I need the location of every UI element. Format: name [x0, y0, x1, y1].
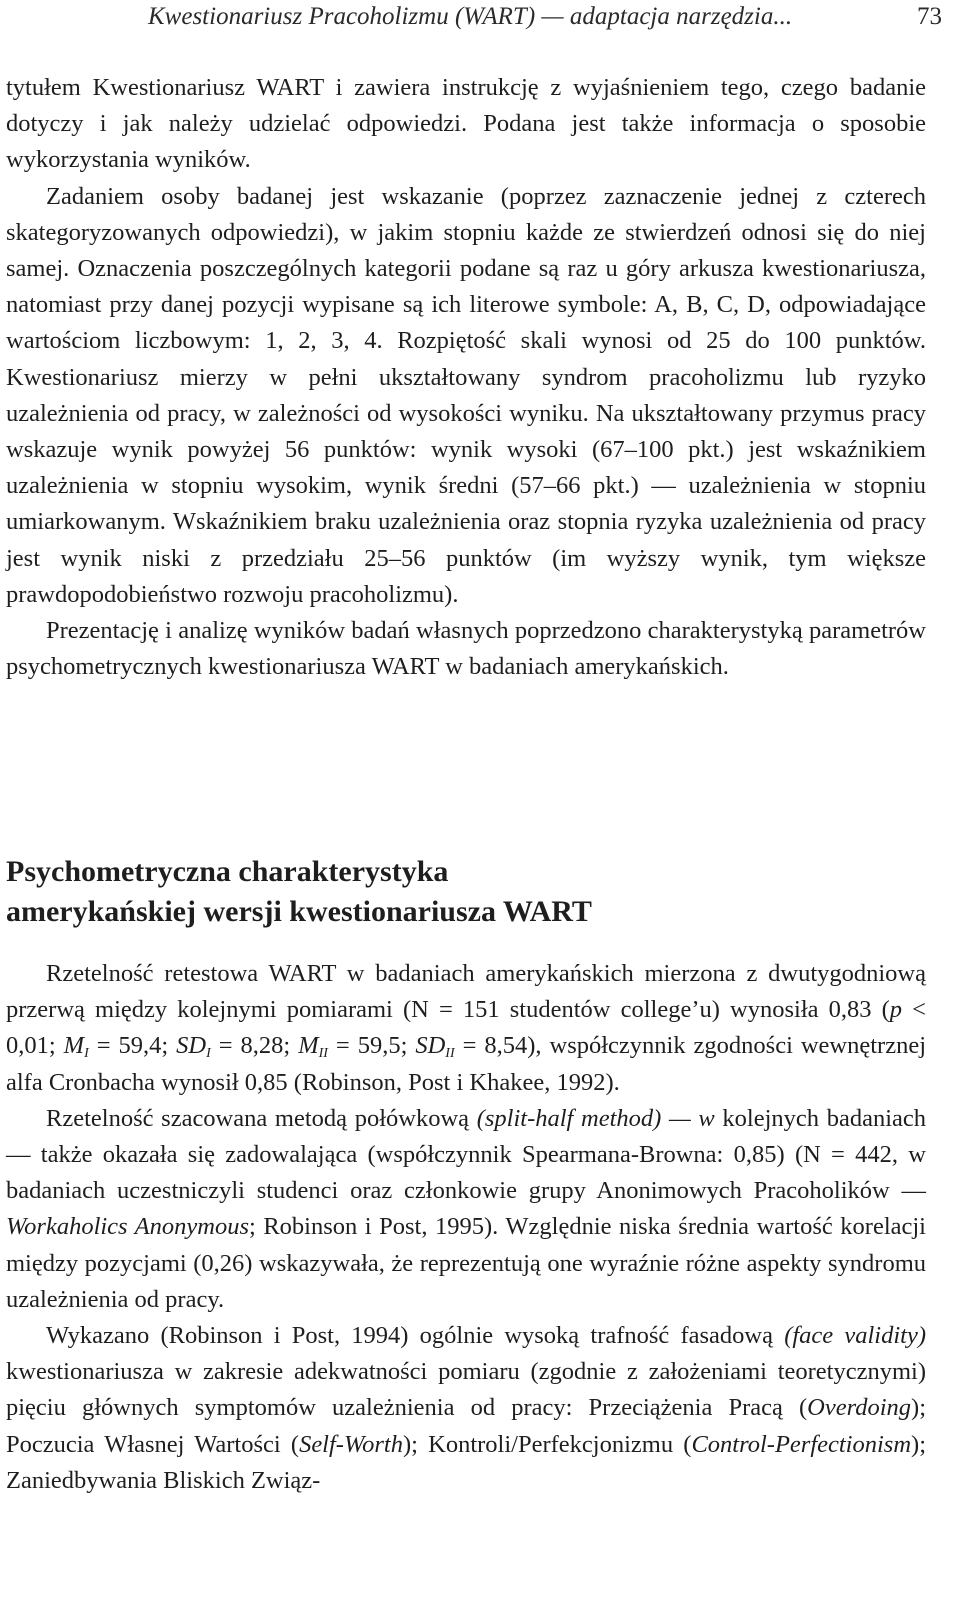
text-run: = 59,4;	[88, 1032, 177, 1060]
italic-term: (split-half method) — w	[476, 1104, 715, 1132]
text-run: < 0,01;	[6, 996, 926, 1060]
subscript: I	[84, 1046, 89, 1062]
italic-term: Workaholics Anonymous	[6, 1213, 249, 1241]
subscript: II	[445, 1046, 455, 1062]
italic-symbol: SD	[415, 1032, 446, 1060]
text-run: kolejnych badaniach — także okazała się zadowalająca (współczynnik Spearmana-Browna: 0,85) (N = 442, w badaniach uczestniczyli studenci oraz członkowie grupy Anonimowych Pracoholików —	[6, 1104, 927, 1205]
italic-symbol: SD	[176, 1032, 207, 1060]
text-run: ); Zaniedbywania Bliskich Związ-	[6, 1430, 926, 1494]
italic-symbol: p	[889, 996, 903, 1024]
subscript: I	[206, 1046, 211, 1062]
italic-term: Self-Worth	[299, 1430, 403, 1458]
italic-term: (face validity)	[784, 1322, 926, 1350]
italic-symbol: M	[298, 1032, 319, 1060]
reliability-text	[6, 956, 926, 1499]
text-run: kwestionariusza w zakresie adekwatności pomiaru (zgodnie z założeniami teoretycznymi) pięciu głównych symptomów uzależnienia od pracy: Przeciążenia Pracą (	[6, 1358, 926, 1422]
running-title: Kwestionariusz Pracoholizmu (WART) — adaptacja narzędzia...	[148, 3, 793, 30]
text-run: = 59,5;	[327, 1032, 416, 1060]
italic-symbol: M	[63, 1032, 85, 1060]
text-run: Rzetelność retestowa WART w badaniach amerykańskich mierzona z dwutygodniową przerwą między kolejnymi pomiarami (N = 151 studentów college’u) wynosiła 0,83 (	[6, 960, 926, 1024]
text-run: ; Robinson i Post, 1995). Względnie niska średnia wartość korelacji między pozycjami (0,26) wskazywała, że reprezentują one wyraźnie różne aspekty syndromu uzależnienia od pracy.	[6, 1213, 926, 1313]
subscript: II	[318, 1046, 328, 1062]
italic-term: Overdoing	[807, 1394, 912, 1422]
paragraph	[6, 956, 926, 1101]
paragraph: Prezentację i analizę wyników badań własnych poprzedzono charakterystyką parametrów psychometrycznych kwestionariusza WART w badaniach amerykańskich.	[6, 617, 926, 681]
text-run: ); Poczucia Własnej Wartości (	[6, 1394, 926, 1458]
section-heading-line: amerykańskiej wersji kwestionariusza WART	[6, 895, 592, 928]
paragraph	[6, 1101, 926, 1318]
text-run: ); Kontroli/Perfekcjonizmu (	[402, 1430, 692, 1458]
italic-term: Control-Perfectionism	[691, 1430, 912, 1458]
paragraph: Zadaniem osoby badanej jest wskazanie (poprzez zaznaczenie jednej z czterech skategoryzowanych odpowiedzi), w jakim stopniu każde ze stwierdzeń odnosi się do niej samej. Oznaczenia poszczególnych kategorii podane są raz u góry arkusza kwestionariusza, natomiast przy danej pozycji wypisane są ich literowe symbole: A, B, C, D, odpowiadające wartościom liczbowym: 1, 2, 3, 4. Rozpiętość skali wynosi od 25 do 100 punktów. Kwestionariusz mierzy w pełni ukształtowany syndrom pracoholizmu lub ryzyko uzależnienia od pracy, w zależności od wysokości wyniku. Na ukształtowany przymus pracy wskazuje wynik powyżej 56 punktów: wynik wysoki (67–100 pkt.) jest wskaźnikiem uzależnienia w stopniu wysokim, wynik średni (57–66 pkt.) — uzależnienia w stopniu umiarkowanym. Wskaźnikiem braku uzależnienia oraz stopnia ryzyka uzależnienia od pracy jest wynik niski z przedziału 25–56 punktów (im wyższy wynik, tym większe prawdopodobieństwo rozwoju pracoholizmu).	[6, 182, 926, 608]
text-run: = 8,54), współczynnik zgodności wewnętrznej alfa Cronbacha wynosił 0,85 (Robinson, Post i Khakee, 1992).	[6, 1032, 927, 1096]
intro-text	[6, 70, 926, 685]
page-number: 73	[917, 3, 942, 30]
section-heading	[6, 852, 926, 932]
section-heading-line: Psychometryczna charakterystyka	[6, 855, 449, 888]
text-run: Rzetelność szacowana metodą połówkową	[46, 1104, 477, 1132]
paragraph	[6, 1318, 926, 1499]
text-run: Wykazano (Robinson i Post, 1994) ogólnie wysoką trafność fasadową	[46, 1322, 785, 1350]
text-run: = 8,28;	[210, 1032, 299, 1060]
paragraph: tytułem Kwestionariusz WART i zawiera instrukcję z wyjaśnieniem tego, czego badanie dotyczy i jak należy udzielać odpowiedzi. Podana jest także informacja o sposobie wykorzystania wyników.	[6, 74, 926, 174]
